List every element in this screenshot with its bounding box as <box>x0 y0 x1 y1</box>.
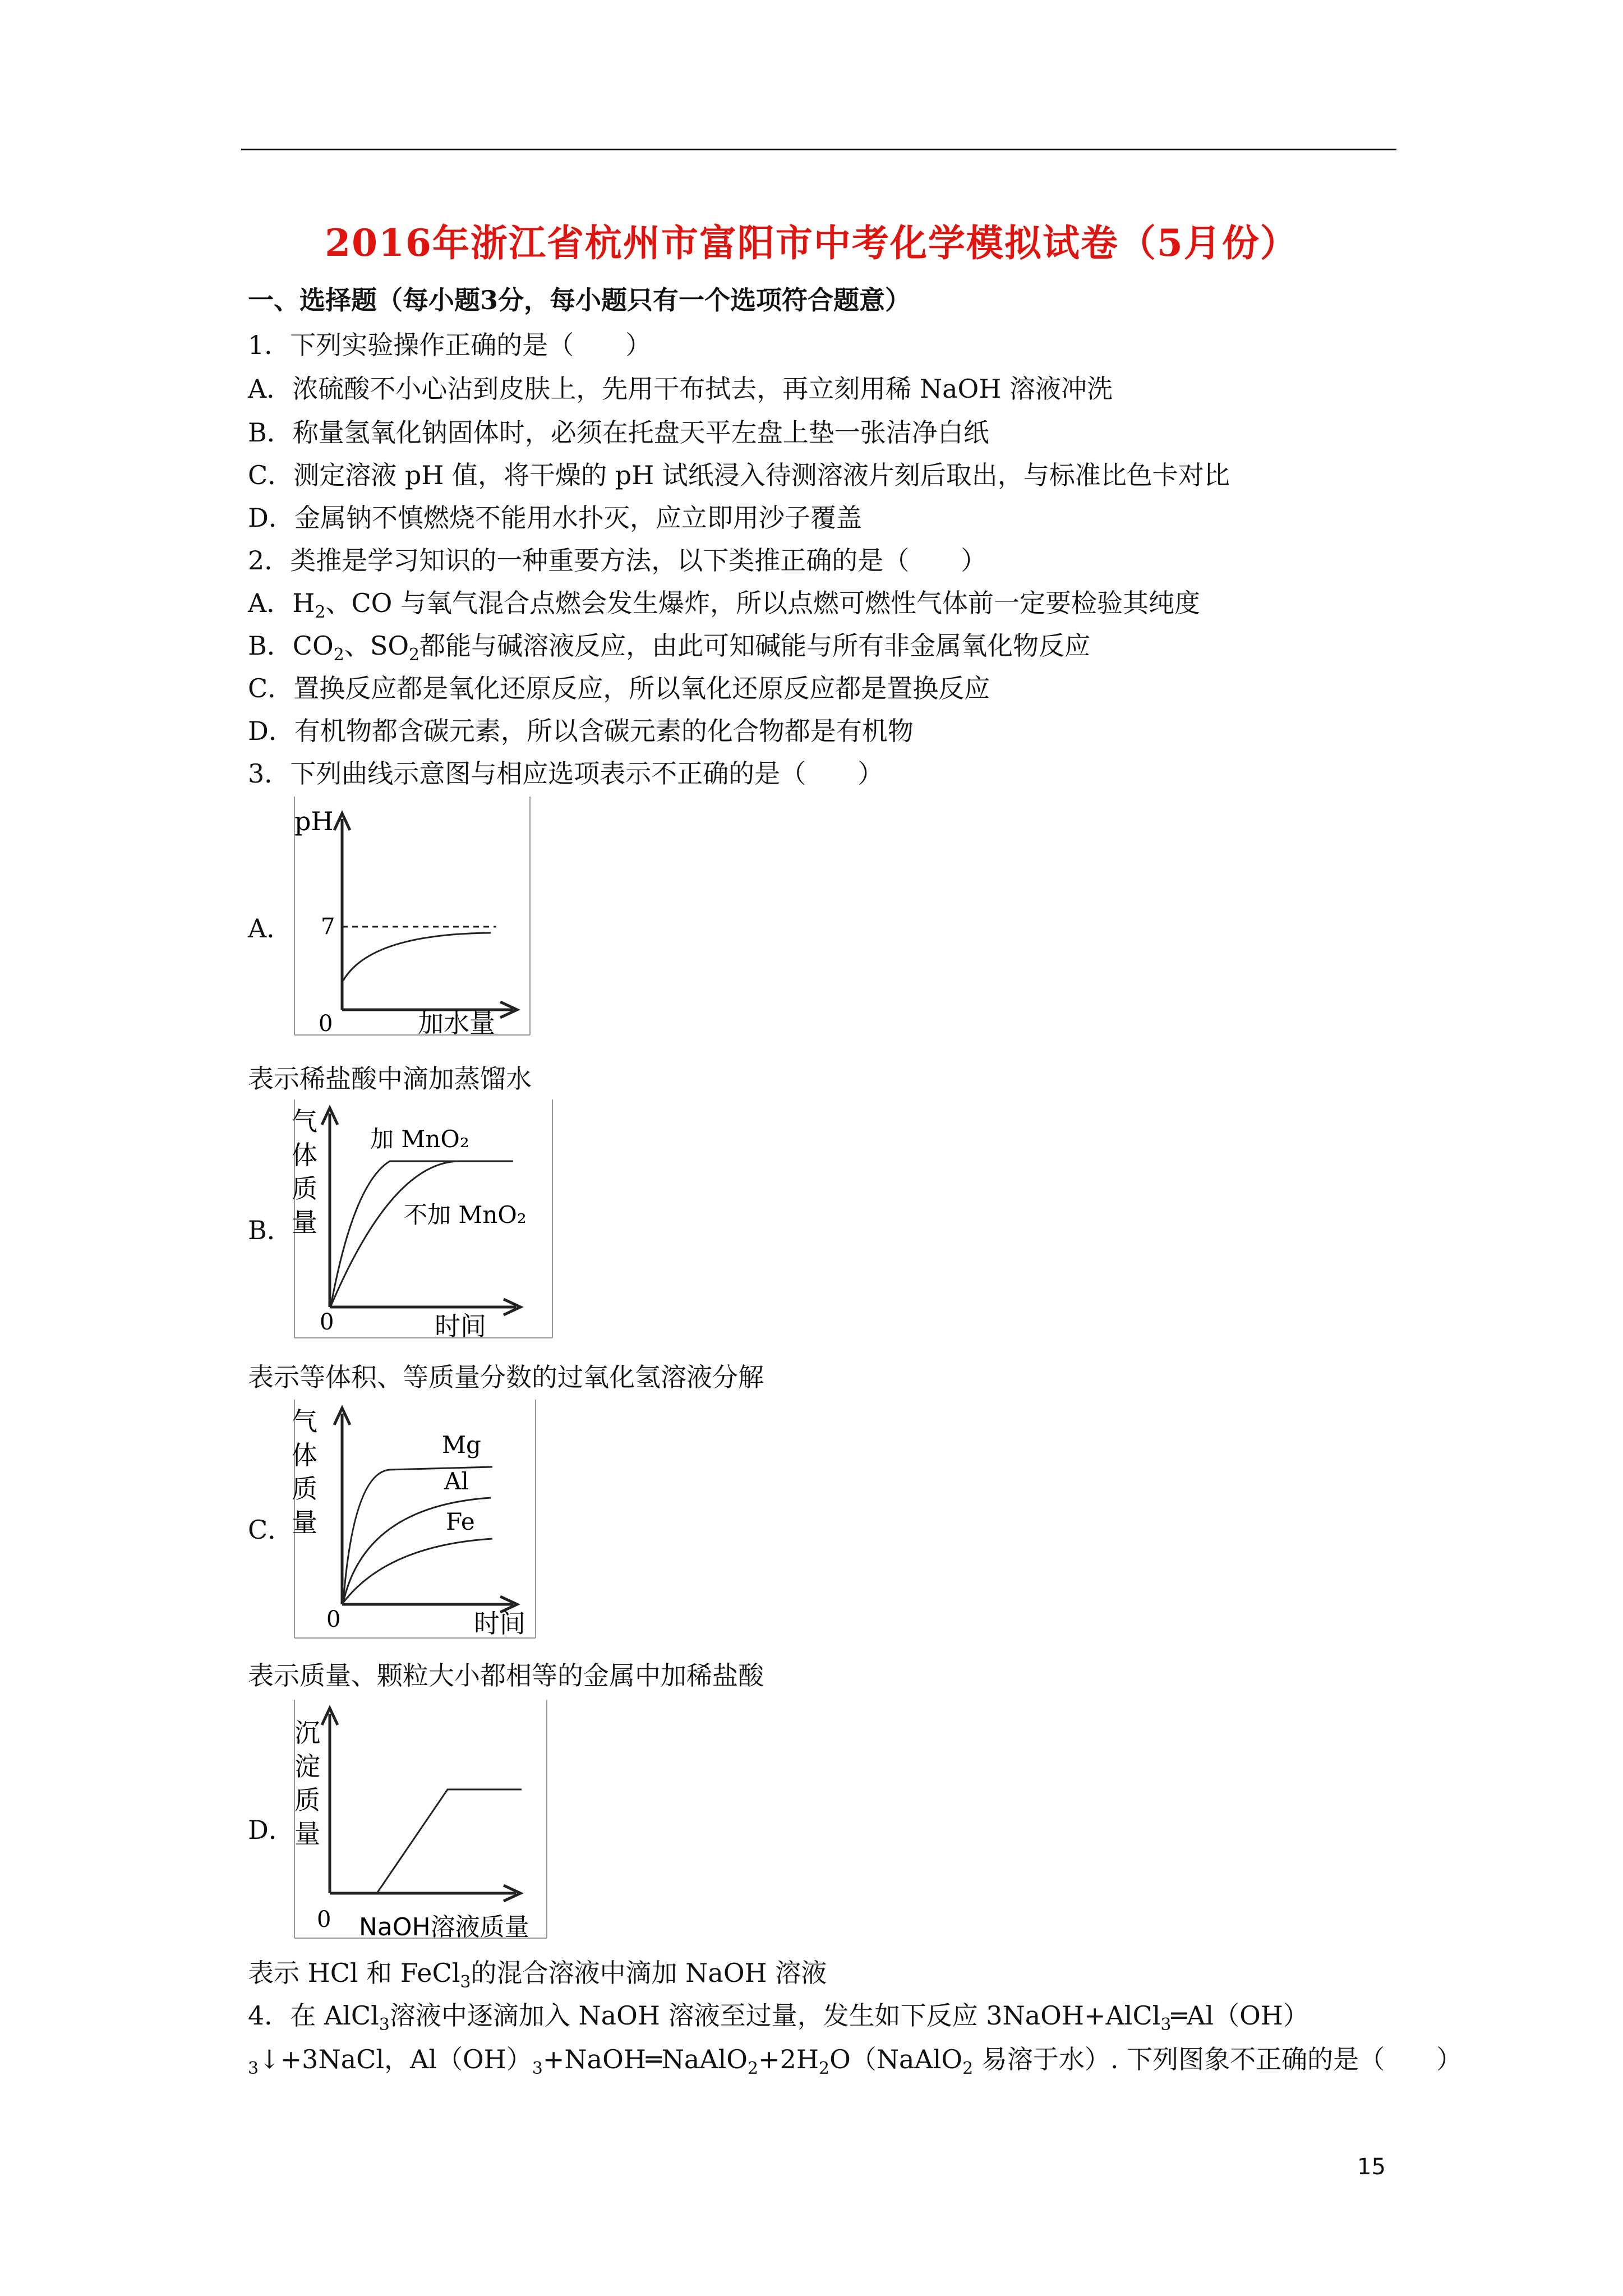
q3-c-series-al: Al <box>444 1467 469 1495</box>
q3-c-x-label: 时间 <box>474 1608 525 1639</box>
q1-option-a: A．浓硫酸不小心沾到皮肤上，先用干布拭去，再立刻用稀 NaOH 溶液冲洗 <box>248 374 1113 404</box>
q3-b-caption: 表示等体积、等质量分数的过氧化氢溶液分解 <box>248 1362 764 1392</box>
q1-stem: 1．下列实验操作正确的是（ ） <box>248 330 652 360</box>
q3-c-origin: 0 <box>326 1607 341 1632</box>
q2-option-d: D．有机物都含碳元素，所以含碳元素的化合物都是有机物 <box>248 716 914 746</box>
q3-c-y-3: 质 <box>292 1474 317 1504</box>
q4-line-1: 4．在 AlCl$_3$溶液中逐滴加入 NaOH 溶液至过量，发生如下反应 3NaOH+AlCl$_3$═Al（OH） <box>248 2000 1309 2035</box>
q3-a-label: A． <box>248 913 293 944</box>
header-rule <box>241 149 1396 150</box>
q3-b-y-1: 气 <box>292 1106 317 1137</box>
q3-b-origin: 0 <box>320 1309 334 1335</box>
q3-b-y-4: 量 <box>292 1207 317 1237</box>
q3-d-origin: 0 <box>317 1907 331 1932</box>
q3-c-caption: 表示质量、颗粒大小都相等的金属中加稀盐酸 <box>248 1660 764 1691</box>
page-number: 15 <box>1357 2154 1386 2180</box>
q3-b-y-3: 质 <box>292 1174 317 1204</box>
q3-b-y-2: 体 <box>292 1140 317 1170</box>
q3-b-series-1: 加 MnO₂ <box>370 1125 469 1153</box>
q4-line-2: $_3$↓+3NaCl，$Al(OH)_3+NaOH═NaAlO_2+2H_2O(NaAlO_2$ 易溶于水）. 下列图象不正确的是（ ） <box>248 2044 1463 2079</box>
q3-c-series-mg: Mg <box>442 1431 481 1458</box>
q2-option-c: C．置换反应都是氧化还原反应，所以氧化还原反应都是置换反应 <box>248 673 990 703</box>
q3-d-y-4: 量 <box>294 1819 320 1849</box>
q3-a-origin: 0 <box>319 1011 333 1037</box>
q3-d-caption: 表示 HCl 和 FeCl$_3$的混合溶液中滴加 NaOH 溶液 <box>248 1958 827 1993</box>
page-title: 2016年浙江省杭州市富阳市中考化学模拟试卷（5月份） <box>325 221 1298 265</box>
q2-option-a: A．$H_2$、CO 与氧气混合点燃会发生爆炸，所以点燃可燃性气体前一定要检验其纯度 <box>248 588 1200 623</box>
section-heading: 一、选择题（每小题3分，每小题只有一个选项符合题意） <box>248 285 911 315</box>
q3-d-x-label: NaOH溶液质量 <box>359 1913 529 1941</box>
q2-stem: 2．类推是学习知识的一种重要方法，以下类推正确的是（ ） <box>248 545 987 576</box>
q3-b-graph <box>292 1099 555 1341</box>
q1-option-c: C．测定溶液 pH 值，将干燥的 pH 试纸浸入待测溶液片刻后取出，与标准比色卡对比 <box>248 460 1230 490</box>
q1-option-d: D．金属钠不慎燃烧不能用水扑灭，应立即用沙子覆盖 <box>248 503 862 533</box>
q3-b-label: B． <box>248 1215 293 1245</box>
q3-c-y-1: 气 <box>292 1406 317 1437</box>
q3-a-graph <box>292 797 533 1038</box>
q3-c-y-2: 体 <box>292 1440 317 1470</box>
q3-b-x-label: 时间 <box>435 1311 486 1341</box>
q3-d-label: D． <box>248 1815 294 1845</box>
q3-a-caption: 表示稀盐酸中滴加蒸馏水 <box>248 1064 532 1094</box>
q3-c-series-fe: Fe <box>446 1508 475 1535</box>
q2-option-b: B．$CO_2$、$SO_2$都能与碱溶液反应，由此可知碱能与所有非金属氧化物反应 <box>248 631 1091 665</box>
q3-c-label: C． <box>248 1515 294 1545</box>
q3-c-graph <box>292 1400 538 1641</box>
q3-d-graph <box>292 1700 550 1941</box>
q3-a-x-label: 加水量 <box>418 1008 495 1038</box>
q1-option-b: B．称量氢氧化钠固体时，必须在托盘天平左盘上垫一张洁净白纸 <box>248 417 989 448</box>
q3-a-y-label: pH <box>294 806 334 836</box>
q3-b-series-2: 不加 MnO₂ <box>404 1201 527 1228</box>
q3-c-y-4: 量 <box>292 1507 317 1538</box>
q3-stem: 3．下列曲线示意图与相应选项表示不正确的是（ ） <box>248 758 884 789</box>
q3-d-y-2: 淀 <box>294 1751 320 1782</box>
q3-d-y-3: 质 <box>294 1785 320 1815</box>
q3-a-ref-value: 7 <box>321 914 335 940</box>
q3-d-y-1: 沉 <box>294 1718 320 1748</box>
